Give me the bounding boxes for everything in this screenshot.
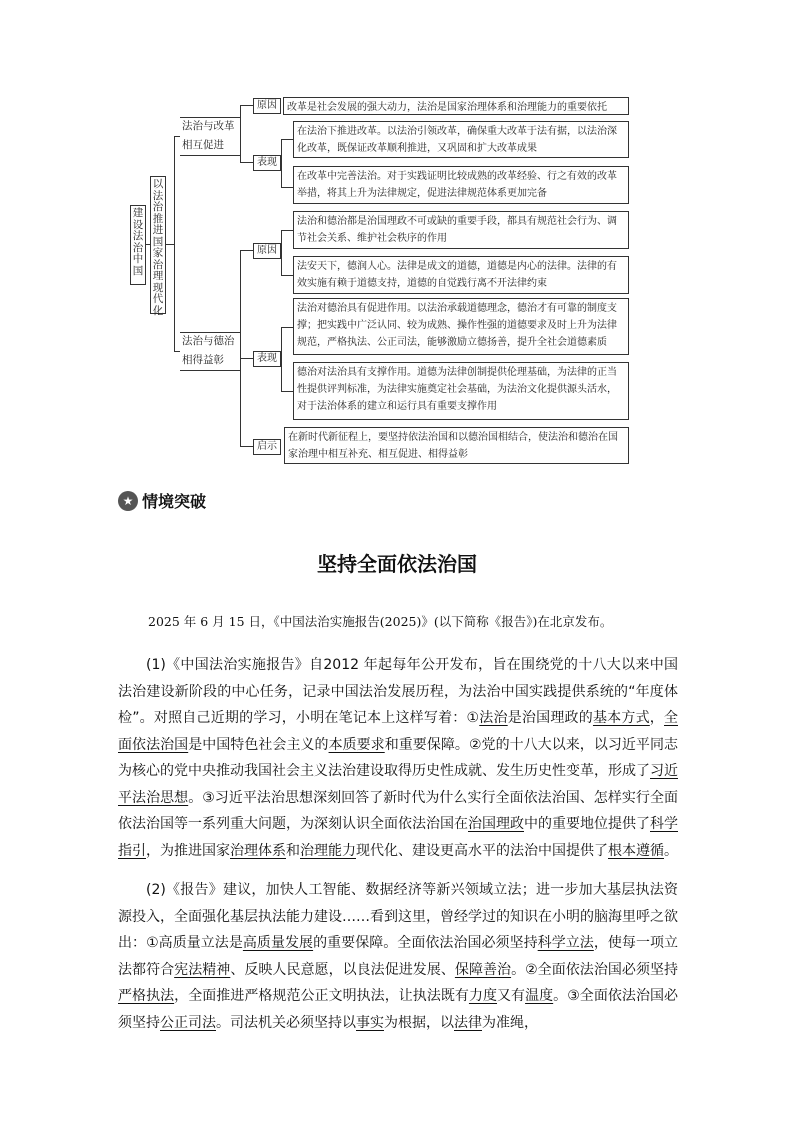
branch1-manifest-tag: 表现: [253, 155, 281, 171]
branch-morality-label: 法治与德治 相得益彰: [182, 335, 235, 366]
branch2-insight-tag: 启示: [253, 439, 281, 455]
root-node: 建设法治中国: [130, 205, 146, 285]
branch2-reason-box-2: 法安天下，德润人心。法律是成文的道德，道德是内心的法律。法律的有效实施有赖于道德支持，道德的自觉践行离不开法律约束: [293, 256, 629, 294]
star-icon: ★: [118, 491, 138, 511]
branch2-reason-tag: 原因: [253, 243, 281, 259]
branch2-insight-box: 在新时代新征程上，要坚持依法治国和以德治国相结合，使法治和德治在国家治理中相互补充、相互促进、相得益彰: [284, 427, 629, 464]
intro-line: 2025 年 6 月 15 日，《中国法治实施报告(2025)》(以下简称《报告》)在北京发布。: [148, 614, 613, 629]
paragraph-2: (2)《报告》建议，加快人工智能、数据经济等新兴领域立法；进一步加大基层执法资源投入，全面强化基层执法能力建设……看到这里，曾经学过的知识在小明的脑海里呼之欲出：①高质量立法是高质量发展的重要保障。全面依法治国必须坚持科学立法，使每一项立法都符合宪法精神、反映人民意愿，以良法促进发展、保障善治。②全面依法治国必须坚持严格执法，全面推进严格规范公正文明执法，让执法既有力度又有温度。③全面依法治国必须坚持公正司法。司法机关必须坚持以事实为根据，以法律为准绳，: [118, 882, 679, 1031]
branch1-reason-tag: 原因: [253, 98, 281, 114]
section-header: [118, 489, 206, 512]
page-title: 坚持全面依法治国: [317, 552, 477, 576]
branch1-manifest-box-2: 在改革中完善法治。对于实践证明比较成熟的改革经验、行之有效的改革举措，将其上升为法律规定，促进法律规范体系更加完备: [293, 166, 629, 204]
branch2-manifest-tag: 表现: [253, 351, 281, 367]
section-label: 情境突破: [142, 492, 207, 511]
branch2-manifest-box-2: 德治对法治具有支撑作用。道德为法律创制提供伦理基础，为法律的正当性提供评判标准，为法律实施奠定社会基础，为法治文化提供源头活水，对于法治体系的建立和运行具有重要支撑作用: [293, 362, 629, 420]
branch2-manifest-box-1: 法治对德治具有促进作用。以法治承载道德理念，德治才有可靠的制度支撑；把实践中广泛认同、较为成熟、操作性强的道德要求及时上升为法律规范，严格执法、公正司法，能够激励立德扬善，提升全社会道德素质: [293, 298, 629, 355]
paragraph-1: (1)《中国法治实施报告》自2012 年起每年公开发布，旨在围绕党的十八大以来中国法治建设新阶段的中心任务，记录中国法治发展历程，为法治中国实践提供系统的“年度体检”。对照自己近期的学习，小明在笔记本上这样写着：①法治是治国理政的基本方式，全面依法治国是中国特色社会主义的本质要求和重要保障。②党的十八大以来，以习近平同志为核心的党中央推动我国社会主义法治建设取得历史性成就、发生历史性变革，形成了习近平法治思想。③习近平法治思想深刻回答了新时代为什么实行全面依法治国、怎样实行全面依法治国等一系列重大问题，为深刻认识全面依法治国在治国理政中的重要地位提供了科学指引，为推进国家治理体系和治理能力现代化、建设更高水平的法治中国提供了根本遵循。: [118, 657, 679, 859]
branch2-reason-box-1: 法治和德治都是治国理政不可或缺的重要手段，都具有规范社会行为、调节社会关系、维护社会秩序的作用: [293, 211, 629, 249]
branch1-manifest-box-1: 在法治下推进改革。以法治引领改革，确保重大改革于法有据，以法治深化改革，既保证改革顺利推进，又巩固和扩大改革成果: [293, 121, 629, 158]
center-node: 以法治推进国家治理现代化: [150, 176, 166, 314]
branch1-reason-box: 改革是社会发展的强大动力，法治是国家治理体系和治理能力的重要依托: [283, 97, 629, 115]
branch-reform-label: 法治与改革 相互促进: [182, 120, 235, 151]
